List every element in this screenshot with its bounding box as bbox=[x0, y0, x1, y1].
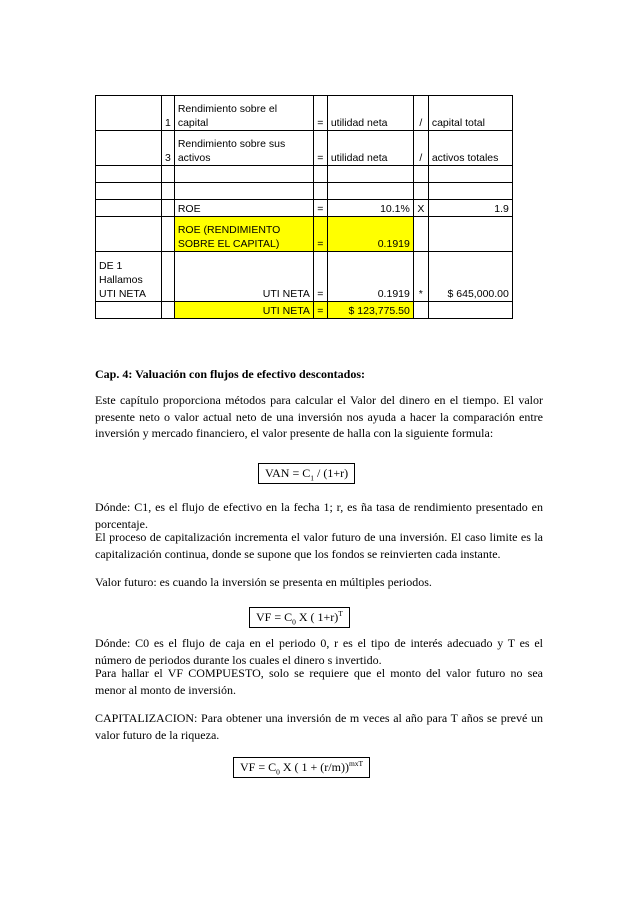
table-cell: Rendimiento sobre el capital bbox=[174, 96, 313, 131]
spreadsheet-table bbox=[95, 95, 513, 319]
table-cell: 0.1919 bbox=[327, 252, 413, 302]
table-row bbox=[96, 96, 513, 131]
formula-text: VAN = C bbox=[265, 466, 311, 480]
table-row bbox=[96, 252, 513, 302]
table-cell bbox=[96, 217, 162, 252]
table-row bbox=[96, 166, 513, 183]
table-cell: ROE (RENDIMIENTO SOBRE EL CAPITAL) bbox=[174, 217, 313, 252]
formula-text: / (1+r) bbox=[313, 466, 349, 480]
formula-vf bbox=[249, 607, 350, 628]
paragraph: Valor futuro: es cuando la inversión se presenta en múltiples periodos. bbox=[95, 575, 432, 589]
table-row bbox=[96, 302, 513, 319]
paragraph: Dónde: C1, es el flujo de efectivo en la fecha 1; r, es ña tasa de rendimiento presentado en porcentaje. bbox=[95, 500, 543, 531]
formula-text: X ( 1+r) bbox=[295, 610, 339, 624]
formula-subscript: 0 bbox=[276, 767, 280, 777]
paragraph: Para hallar el VF COMPUESTO, solo se requiere que el monto del valor futuro no sea menor al monto de inversión. bbox=[95, 666, 543, 697]
table-cell: * bbox=[413, 252, 428, 302]
table-cell: activos totales bbox=[428, 131, 512, 166]
table-cell: = bbox=[313, 252, 327, 302]
table-cell bbox=[162, 200, 175, 217]
table-cell: 3 bbox=[162, 131, 175, 166]
table-cell: DE 1 Hallamos UTI NETA bbox=[96, 252, 162, 302]
table-row bbox=[96, 183, 513, 200]
table-cell bbox=[96, 200, 162, 217]
table-cell bbox=[413, 217, 428, 252]
table-cell bbox=[162, 183, 175, 200]
table-cell: $ 123,775.50 bbox=[327, 302, 413, 319]
table-cell: X bbox=[413, 200, 428, 217]
table-cell bbox=[313, 183, 327, 200]
table-cell: utilidad neta bbox=[327, 131, 413, 166]
table-cell bbox=[162, 302, 175, 319]
formula-superscript: T bbox=[338, 609, 343, 618]
table-row bbox=[96, 131, 513, 166]
table-cell: / bbox=[413, 131, 428, 166]
paragraph: CAPITALIZACION: Para obtener una inversión de m veces al año para T años se prevé un valor futuro de la riqueza. bbox=[95, 711, 543, 742]
table-cell: UTI NETA bbox=[174, 302, 313, 319]
formula-vf-compuesto bbox=[233, 757, 370, 778]
formula-subscript: 1 bbox=[310, 473, 314, 483]
table-row bbox=[96, 217, 513, 252]
table-cell bbox=[413, 166, 428, 183]
table-cell: 0.1919 bbox=[327, 217, 413, 252]
table-cell bbox=[327, 166, 413, 183]
table-cell: = bbox=[313, 131, 327, 166]
table-cell: 1.9 bbox=[428, 200, 512, 217]
table-cell bbox=[428, 217, 512, 252]
table-cell bbox=[428, 166, 512, 183]
section-heading: Cap. 4: Valuación con flujos de efectivo descontados: bbox=[95, 367, 366, 381]
paragraph: Dónde: C0 es el flujo de caja en el periodo 0, r es el tipo de interés adecuado y T es el número de periodos durante los cuales el dinero s invertido. bbox=[95, 636, 543, 667]
table-cell bbox=[96, 302, 162, 319]
table-cell: = bbox=[313, 217, 327, 252]
table-cell bbox=[313, 166, 327, 183]
table-cell: / bbox=[413, 96, 428, 131]
table-cell bbox=[162, 166, 175, 183]
table-cell bbox=[162, 217, 175, 252]
table-cell bbox=[327, 183, 413, 200]
table-cell: 1 bbox=[162, 96, 175, 131]
table-cell: ROE bbox=[174, 200, 313, 217]
formula-van bbox=[258, 463, 355, 484]
table-cell: = bbox=[313, 302, 327, 319]
table-row bbox=[96, 200, 513, 217]
table-cell bbox=[428, 302, 512, 319]
table-cell: = bbox=[313, 200, 327, 217]
table-cell: Rendimiento sobre sus activos bbox=[174, 131, 313, 166]
table-cell: = bbox=[313, 96, 327, 131]
formula-superscript: mxT bbox=[348, 759, 364, 768]
table-cell bbox=[96, 183, 162, 200]
table-cell: $ 645,000.00 bbox=[428, 252, 512, 302]
table-cell bbox=[96, 96, 162, 131]
table-cell bbox=[413, 183, 428, 200]
table-cell: UTI NETA bbox=[174, 252, 313, 302]
formula-text: X ( 1 + (r/m)) bbox=[279, 760, 349, 774]
table-cell: 10.1% bbox=[327, 200, 413, 217]
table-cell bbox=[174, 183, 313, 200]
formula-subscript: 0 bbox=[292, 617, 296, 627]
table-cell bbox=[174, 166, 313, 183]
paragraph: Este capítulo proporciona métodos para calcular el Valor del dinero en el tiempo. El valor presente neto o valor actual neto de una inversión nos ayuda a hacer la comparación entre inversión y mercado financiero, el valor presente de halla con la siguiente formula: bbox=[95, 393, 543, 440]
table-cell: capital total bbox=[428, 96, 512, 131]
table-cell bbox=[413, 302, 428, 319]
paragraph: El proceso de capitalización incrementa el valor futuro de una inversión. El caso limite es la capitalización continua, donde se supone que los fondos se reinvierten cada instante. bbox=[95, 530, 543, 561]
table-cell bbox=[96, 131, 162, 166]
formula-text: VF = C bbox=[240, 760, 277, 774]
table-cell bbox=[428, 183, 512, 200]
table-cell: utilidad neta bbox=[327, 96, 413, 131]
table-cell bbox=[96, 166, 162, 183]
formula-text: VF = C bbox=[256, 610, 293, 624]
table-cell bbox=[162, 252, 175, 302]
